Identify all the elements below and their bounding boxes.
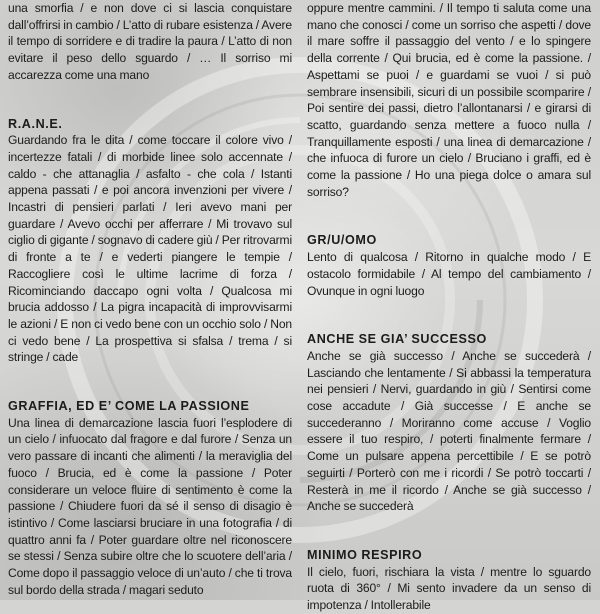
section-body-gruomo: Lento di qualcosa / Ritorno in qualche modo / E ostacolo formidabile / Al tempo del cambiamento / Ovunque in ogni luogo — [307, 250, 591, 298]
section-title-gruomo: GR/U/OMO — [307, 233, 377, 248]
section-title-anche-se-gia-successo: ANCHE SE GIA’ SUCCESSO — [307, 332, 487, 347]
right-column — [307, 0, 591, 614]
left-column — [8, 0, 292, 599]
section-title-rane: R.A.N.E. — [8, 116, 63, 131]
section-title-minimo-respiro: MINIMO RESPIRO — [307, 547, 423, 562]
section-title-graffia: GRAFFIA, ED E’ COME LA PASSIONE — [8, 399, 250, 414]
intro-text: una smorfia / e non dove ci si lascia conquistare dall’offrirsi in cambio / L’atto di rubare esistenza / Avere il tempo di sorridere e di tradire la paura / L’atto di non evitare il peso dello sguardo / … Il sorriso mi accarezza come una mano — [8, 1, 292, 82]
intro-text-continued: oppure mentre cammini. / Il tempo ti saluta come una mano che conosci / come un sorriso che aspetti / dove il mare soffre il passaggio del vento / e lo spingere della corrente / Qui brucia, ed è come la passione. / Aspettami se puoi / e guardami se vuoi / si può sembrare insensibili, sicuri di un possibile scomparire / Poi sentire dei passi, dietro l’allontanarsi / e girarsi di scatto, guardando senza mettere a fuoco nulla / Tranquillamente esposti / una linea di demarcazione / che infuoca di furore un cielo / Bruciano i graffi, ed è come la passione / Ho una piega dolce o amara sul sorriso? — [307, 1, 591, 199]
section-body-rane: Guardando fra le dita / come toccare il colore vivo / incertezze fatali / di morbide linee solo accennate / caldo - che attanaglia / asfalto - che cola / Istanti appena passati / e poi ancora invenzioni per vivere / Incastri di pensieri parlati / Ieri avevo mani per guardare / Avevo occhi per afferrare / Mi trovavo sul ciglio di gigante / sognavo di cadere giù / Per ritrovarmi di fronte a te / e vederti piangere le tempie / Raccogliere così le ultime lacrime di forza / Ricominciando daccapo ogni volta / Qualcosa mi brucia addosso / La pigra incapacità di improvvisarmi le azioni / E non ci vedo bene con un occhio solo / Non ci vedo bene / La prospettiva si sfalsa / trema / si stringe / cade — [8, 133, 292, 365]
section-body-minimo-respiro: Il cielo, fuori, rischiara la vista / mentre lo sguardo ruota di 360° / Mi sento invadere da un senso di impotenza / Intollerabile — [307, 564, 591, 613]
section-body-anche-se-gia-successo: Anche se già successo / Anche se succederà / Lasciando che lentamente / Si abbassi la temperatura nei pensieri / Nervi, guardando in giù / Sentirsi come cose accadute / Già successe / E anche se succederanno / Moriranno come accuse / Voglio essere il tuo respiro, / poterti finalmente fermare / Come un pulsare appena percettibile / E se potrò seguirti / Porterò con me i ricordi / Se potrò toccarti / Resterà in me il ricordo / Anche se già successo / Anche se succederà — [307, 348, 591, 514]
section-body-graffia: Una linea di demarcazione lascia fuori l’esplodere di un cielo / infuocato dal fragore e dal furore / Senza un vero passare di incanti che alimenti / la meraviglia del fuoco / Brucia, ed è come la passione / Poter considerare un veloce fluire di sentimento è come la passione / Chiudere fuori da sé il senso di disagio è istintivo / Come lasciarsi bruciare in una fotografia / di quattro anni fa / Poter guardare oltre nel riconoscere se stessi / Senza subire oltre che lo scuotere dell’aria / Come dopo il passaggio veloce di un’auto / che ti trova sul bordo della strada / magari seduto — [8, 415, 292, 597]
